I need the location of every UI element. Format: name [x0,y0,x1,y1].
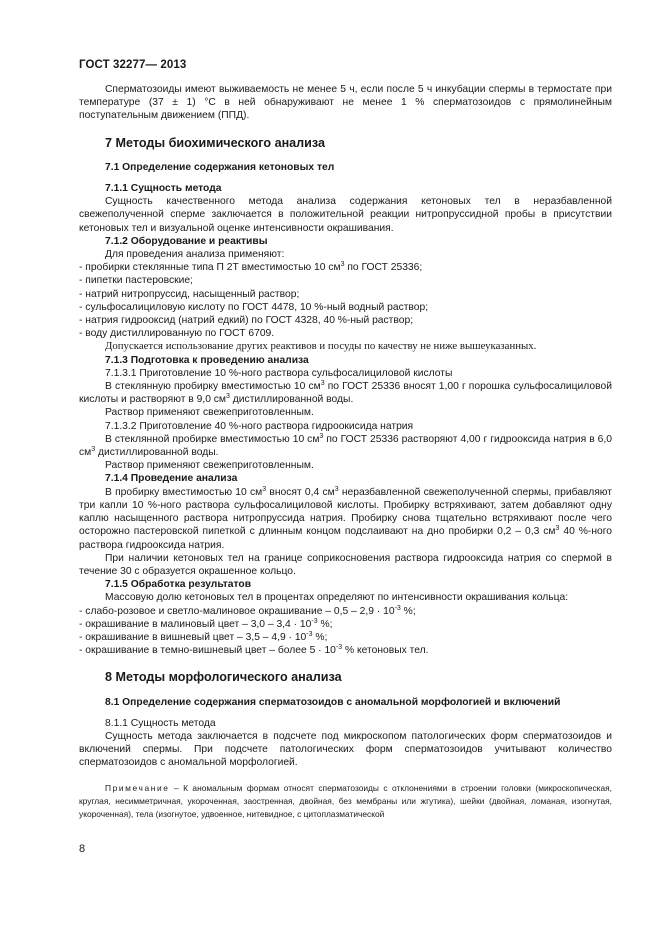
clause-7-1-5-intro: Массовую долю кетоновых тел в процентах определяют по интенсивности окрашивания кольца: [105,592,569,604]
equipment-item: - натрия гидрооксид (натрий едкий) по ГОСТ 4328, 40 %-ный раствор; [79,315,414,327]
document-body [79,83,612,821]
clause-8-1-1-heading: 8.1.1 Сущность метода [105,717,216,729]
subsection-8-1-heading: 8.1 Определение содержания сперматозоидов с аномальной морфологией и включений [105,696,561,708]
clause-7-1-3-1-heading: 7.1.3.1 Приготовление 10 %-ного раствора сульфосалициловой кислоты [105,367,453,379]
subsection-7-1-heading: 7.1 Определение содержания кетоновых тел [105,161,335,173]
clause-8-1-1-text: Сущность метода заключается в подсчете под микроскопом патологических форм сперматозоидов и включений спермы. При подсчете патологических форм сперматозоидов учитывают количество сперматозоидов с аномальной морфологией. [79,730,612,769]
clause-7-1-4-text: В пробирку вместимостью 10 $см^3$ вносят 0,4 $см^3$ неразбавленной свежеполученной спермы, прибавляют три капли 10 %-ного раствора сульфосалициловой кислоты. Пробирку встряхивают, затем добавляют одну каплю насыщенного раствора нитропруссида натрия. Пробирку снова тщательно встряхивают после чего осторожно пастеровской пипеткой с длинным концом подслаивают на дно пробирки 0,2 – 0,3 $см^3$ 40 %-ного раствора гидрооксида натрия. [79,485,612,551]
clause-7-1-4-heading: 7.1.4 Проведение анализа [105,473,238,485]
result-item: - окрашивание в малиновый цвет – $3,0 - 3,4 \cdot 10^{-3}$ %; [79,617,333,630]
clause-7-1-1-text: Сущность качественного метода анализа содержания кетоновых тел в неразбавленной свежеполученной сперме заключается в положительной реакции нитропруссидной пробы в присутствии кетоновых тел и визуальной оценке интенсивности окрашивания. [79,196,612,234]
section-8-heading: 8 Методы морфологического анализа [105,670,342,685]
section-7-heading: 7 Методы биохимического анализа [105,135,326,150]
page-number: 8 [79,843,86,855]
clause-7-1-3-1-use: Раствор применяют свежеприготовленным. [105,407,314,419]
result-item: - слабо-розовое и светло-малиновое окрашивание – $0,5 - 2,9 \cdot 10^{-3}$ %; [79,604,416,617]
equipment-item: - пипетки пастеровские; [79,275,193,287]
clause-7-1-1-heading: 7.1.1 Сущность метода [105,183,222,195]
intro-paragraph: Сперматозоиды имеют выживаемость не менее 5 ч, если после 5 ч инкубации спермы в термостате при температуре (37 ± 1) °С в ней обнаруживают не менее 1 % сперматозоидов с прямолинейным поступательным движением (ППД). [79,84,612,122]
note-label: Примечание [105,782,170,793]
clause-7-1-2-intro: Для проведения анализа применяют: [105,249,285,261]
document-header: ГОСТ 32277— 2013 [79,59,187,71]
equipment-item: - воду дистиллированную по ГОСТ 6709. [79,328,275,340]
allowance-note: Допускается использование других реактивов и посуды по качеству не ниже вышеуказанных. [105,340,537,353]
clause-7-1-3-heading: 7.1.3 Подготовка к проведению анализа [105,354,309,366]
equipment-item: - пробирки стеклянные типа П 2Т вместимостью 10 $см^3$ по ГОСТ 25336; [79,261,423,274]
clause-7-1-3-2-heading: 7.1.3.2 Приготовление 40 %-ного раствора гидроокисида натрия [105,420,414,432]
result-item: - окрашивание в вишневый цвет – $3,5 - 4,9 \cdot 10^{-3}$ %; [79,630,328,643]
equipment-item: - сульфосалициловую кислоту по ГОСТ 4478, 10 %-ный водный раствор; [79,301,429,313]
result-item: - окрашивание в темно-вишневый цвет – более $5 \cdot 10^{-3}$ % кетоновых тел. [79,644,429,657]
clause-7-1-3-2-text: В стеклянной пробирке вместимостью 10 $см^3$ по ГОСТ 25336 растворяют 4,00 г гидрооксида натрия в 6,0 $см^3$ дистиллированной воды. [79,432,612,459]
equipment-item: - натрий нитропруссид, насыщенный раствор; [79,288,300,300]
clause-7-1-5-heading: 7.1.5 Обработка результатов [105,579,252,591]
note-text: – К аномальным формам относят сперматозоиды с отклонениями в строении головки (микроскопическая, круглая, несимметричная, укороченная, заостренная, двойная, без мембраны или жгутика), шейки (двойная, ломаная, изогнутая, укороченная), тела (изогнутое, удвоенное, нитевидное, с цитоплазматической [79,782,612,819]
clause-7-1-3-2-use: Раствор применяют свежеприготовленным. [105,460,314,472]
clause-7-1-3-1-text: В стеклянную пробирку вместимостью 10 $см^3$ по ГОСТ 25336 вносят 1,00 г порошка сульфосалициловой кислоты и растворяют в 9,0 $см^3$ дистиллированной воды. [79,380,612,406]
note-paragraph [79,782,612,821]
clause-7-1-4-text-2: При наличии кетоновых тел на границе соприкосновения раствора гидрооксида натрия со спермой в течение 30 с образуется окрашенное кольцо. [79,552,612,577]
clause-7-1-2-heading: 7.1.2 Оборудование и реактивы [105,235,268,247]
